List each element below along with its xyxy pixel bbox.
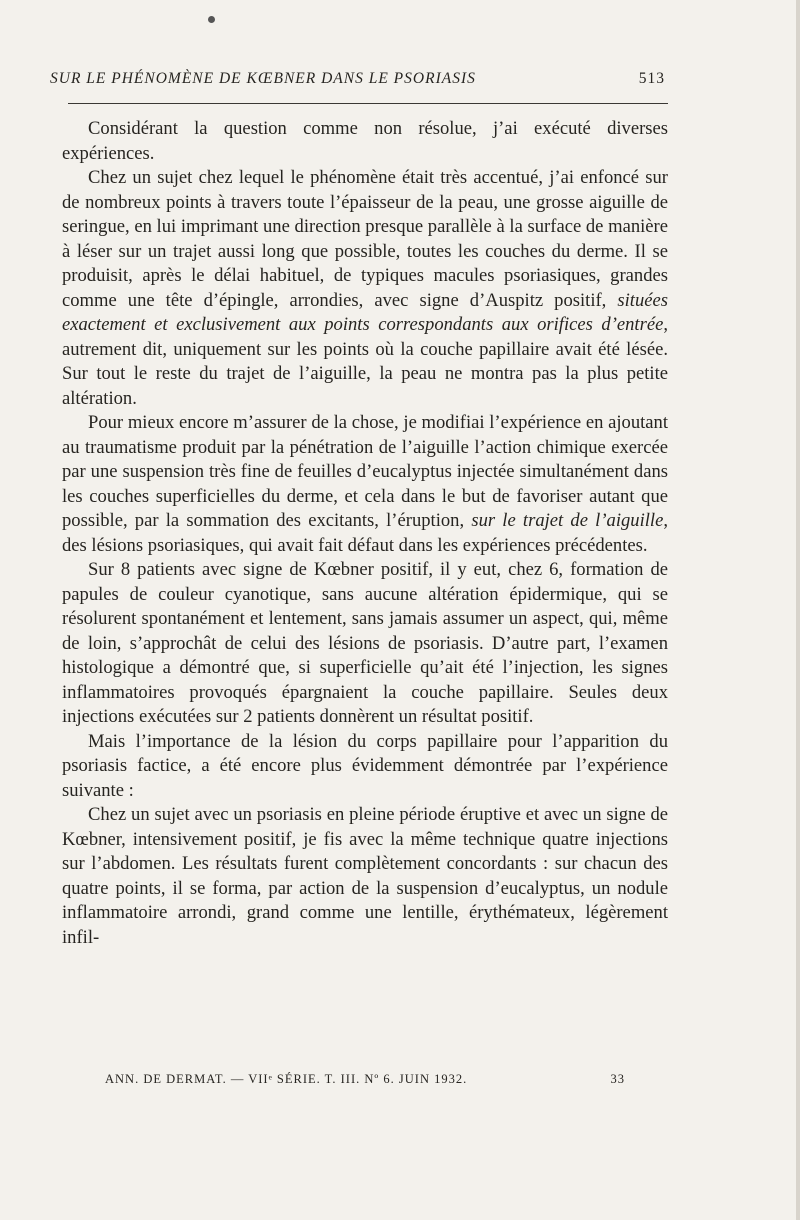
body-text <box>62 117 668 950</box>
paragraph-3-italic: sur le trajet de l’aiguille <box>471 510 664 531</box>
page-number: 513 <box>638 70 665 87</box>
paragraph-3-text-a: Pour mieux encore m’assurer de la chose, je modifiai l’expérience en ajoutant au traumatisme produit par la pénétration de l’aiguille l’action chimique exercée par une suspension très fine de feuilles d’eucalyptus injectée simultanément dans les couches superficielles du derme, et cela dans le but de favoriser autant que possible, par la sommation des excitants, l’éruption, <box>62 412 668 531</box>
paragraph-6: Chez un sujet avec un psoriasis en pleine période éruptive et avec un signe de Kœbner, intensivement positif, je fis avec la même technique quatre injections sur l’abdomen. Les résultats furent complètement concordants : sur chacun des quatre points, il se forma, par action de la suspension d’eucalyptus, un nodule inflammatoire arrondi, grand comme une lentille, érythémateux, légèrement infil- <box>62 804 668 948</box>
paragraph-3 <box>62 411 668 558</box>
header-rule <box>68 103 668 104</box>
running-title: SUR LE PHÉNOMÈNE DE KŒBNER DANS LE PSORIASIS <box>50 70 476 87</box>
paragraph-3-text-b: , des lésions psoriasiques, qui avait fait défaut dans les expériences précédentes. <box>62 510 668 556</box>
ink-spot <box>208 16 215 23</box>
paragraph-2-italic: situées exactement et exclusivement aux points correspondants aux orifices d’entrée <box>62 289 668 335</box>
paragraph-5: Mais l’importance de la lésion du corps papillaire pour l’apparition du psoriasis factice, a été encore plus évidemment démontrée par l’expérience suivante : <box>62 730 668 801</box>
running-header <box>50 70 665 88</box>
signature-mark: 33 <box>610 1072 625 1086</box>
page-edge <box>796 0 800 1220</box>
page-footer <box>105 1072 625 1087</box>
paragraph-2-text-b: , autrement dit, uniquement sur les points où la couche papillaire avait été lésée. Sur tout le reste du trajet de l’aiguille, la peau ne montra pas la plus petite altération. <box>62 314 668 409</box>
journal-citation: ANN. DE DERMAT. — VIIᵉ SÉRIE. T. III. Nº 6. JUIN 1932. <box>105 1072 468 1086</box>
paragraph-1: Considérant la question comme non résolue, j’ai exécuté diverses expériences. <box>62 118 668 164</box>
paragraph-4: Sur 8 patients avec signe de Kœbner positif, il y eut, chez 6, formation de papules de couleur cyanotique, sans aucune altération épidermique, qui se résolurent spontanément et lentement, sans jamais assumer un aspect, qui, même de loin, s’approchât de celui des lésions de psoriasis. D’autre part, l’examen histologique a démontré que, si superficielle qu’ait été l’injection, les signes inflammatoires provoqués épargnaient la couche papillaire. Seules deux injections exécutées sur 2 patients donnèrent un résultat positif. <box>62 559 668 727</box>
paragraph-2-text-a: Chez un sujet chez lequel le phénomène était très accentué, j’ai enfoncé sur de nombreux points à travers toute l’épaisseur de la peau, une grosse aiguille de seringue, en lui imprimant une direction presque parallèle à la surface de manière à léser sur un trajet aussi long que possible, toutes les couches du derme. Il se produisit, après le délai habituel, de typiques macules psoriasiques, grandes comme une tête d’épingle, arrondies, avec signe d’Auspitz positif, <box>62 167 668 311</box>
paragraph-2 <box>62 166 668 411</box>
